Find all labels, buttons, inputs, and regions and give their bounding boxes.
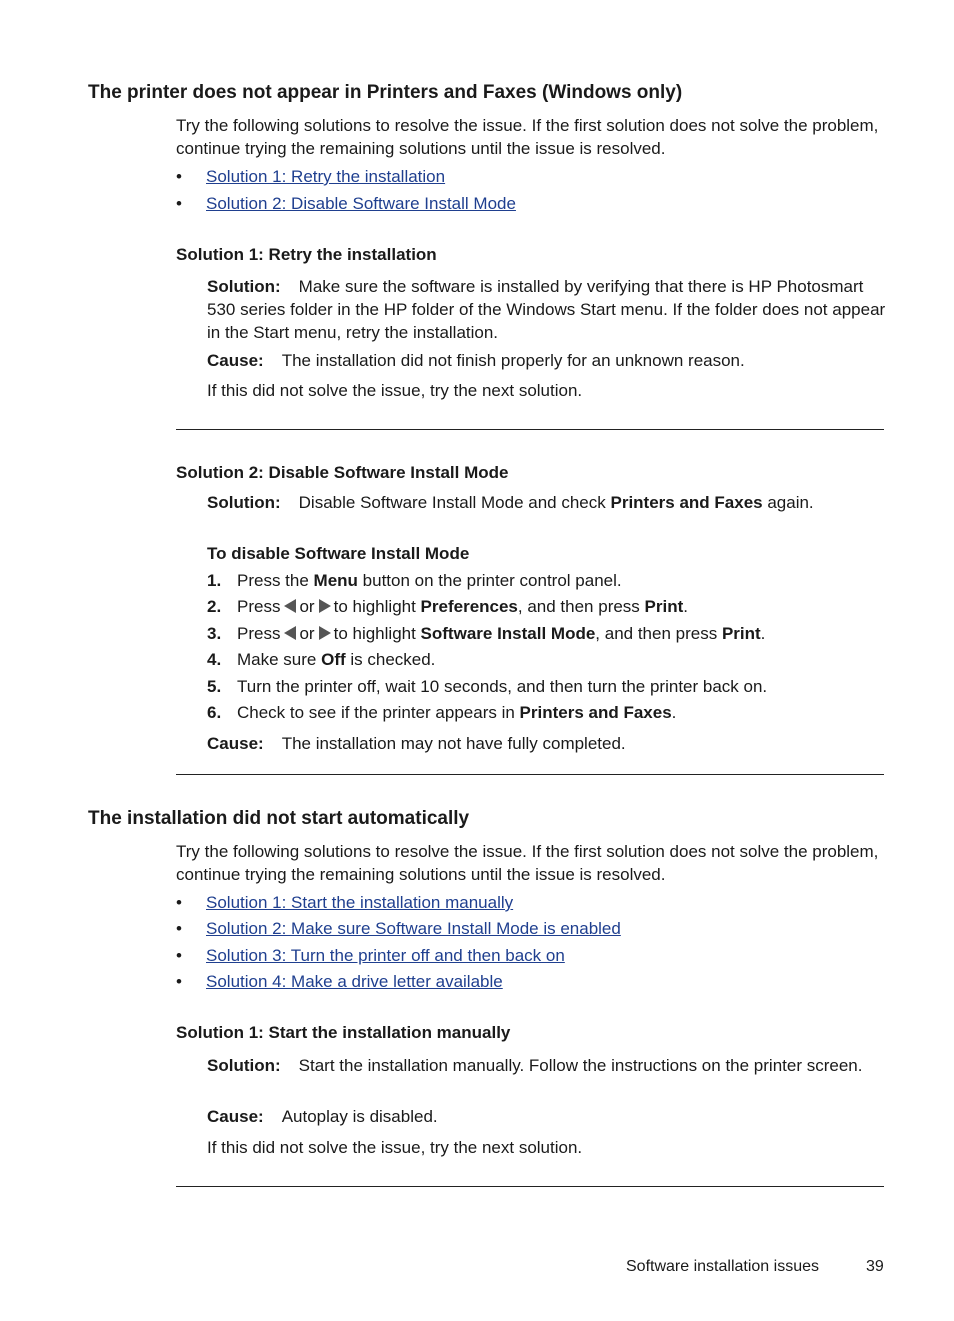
solution-label: Solution: xyxy=(207,1056,281,1075)
solution-paragraph xyxy=(207,1054,887,1077)
intro-paragraph: Try the following solutions to resolve the issue. If the first solution does not solve the problem, continue trying the remaining solutions until the issue is resolved. xyxy=(176,842,879,884)
section-heading: The printer does not appear in Printers and Faxes (Windows only) xyxy=(88,82,683,103)
solution-link[interactable]: Solution 4: Make a drive letter available xyxy=(206,972,503,991)
solution-link[interactable]: Solution 1: Retry the installation xyxy=(206,167,446,186)
solution-label: Solution: xyxy=(207,493,281,512)
divider xyxy=(176,774,884,775)
cause-line xyxy=(207,734,626,754)
right-arrow-icon xyxy=(319,626,331,640)
footer-section-title: Software installation issues xyxy=(626,1258,819,1275)
page-number: 39 xyxy=(866,1258,884,1275)
solution-heading: Solution 2: Disable Software Install Mode xyxy=(176,463,509,482)
solution-paragraph xyxy=(207,275,887,344)
right-arrow-icon xyxy=(319,599,331,613)
divider xyxy=(176,1186,884,1187)
solution-link[interactable]: Solution 2: Disable Software Install Mode xyxy=(206,194,516,213)
cause-line xyxy=(207,1107,438,1127)
solution-link[interactable]: Solution 2: Make sure Software Install Mode is enabled xyxy=(206,919,621,938)
cause-text: The installation did not finish properly for an unknown reason. xyxy=(281,351,745,370)
next-solution-text: If this did not solve the issue, try the next solution. xyxy=(207,1138,583,1157)
cause-label: Cause: xyxy=(207,1107,264,1126)
left-arrow-icon xyxy=(284,626,296,640)
solution-paragraph: Solution: Disable Software Install Mode and check Printers and Faxes again. xyxy=(207,493,814,512)
cause-line xyxy=(207,351,745,371)
solution-heading: Solution 1: Start the installation manually xyxy=(176,1023,511,1042)
solution-text: Start the installation manually. Follow the instructions on the printer screen. xyxy=(298,1056,863,1075)
solution-link[interactable]: Solution 3: Turn the printer off and then back on xyxy=(206,946,565,965)
procedure-heading: To disable Software Install Mode xyxy=(207,544,470,563)
cause-label: Cause: xyxy=(207,351,264,370)
solution-heading: Solution 1: Retry the installation xyxy=(176,245,437,264)
intro-paragraph: Try the following solutions to resolve the issue. If the first solution does not solve the problem, continue trying the remaining solutions until the issue is resolved. xyxy=(176,116,879,158)
cause-label: Cause: xyxy=(207,734,264,753)
left-arrow-icon xyxy=(284,599,296,613)
cause-text: The installation may not have fully completed. xyxy=(281,734,626,753)
solution-link[interactable]: Solution 1: Start the installation manually xyxy=(206,893,514,912)
solution-label: Solution: xyxy=(207,277,281,296)
solution-text: Make sure the software is installed by verifying that there is HP Photosmart 530 series folder in the HP folder of the Windows Start menu. If the folder does not appear in the Start menu, retry the installation. xyxy=(207,277,886,342)
section-heading: The installation did not start automatically xyxy=(88,808,470,829)
cause-text: Autoplay is disabled. xyxy=(281,1107,438,1126)
next-solution-text: If this did not solve the issue, try the next solution. xyxy=(207,381,583,400)
divider xyxy=(176,429,884,430)
